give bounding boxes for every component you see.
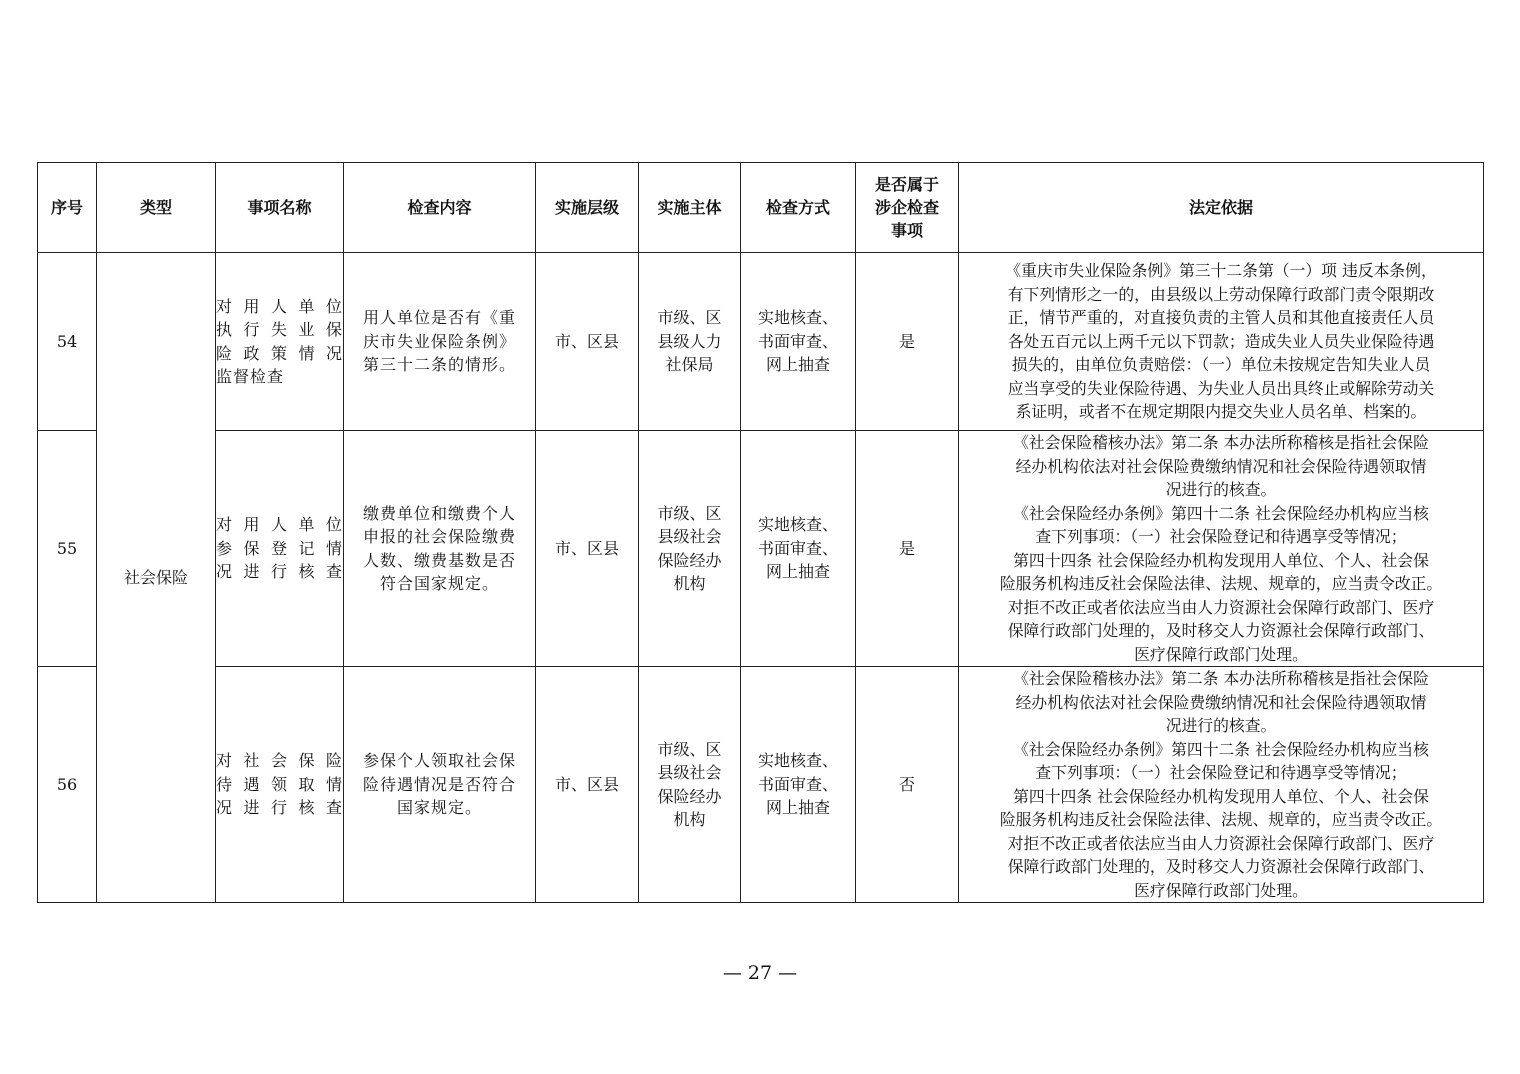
item-name-line: 监督检查 [216,367,285,386]
item-name-cell [216,253,344,431]
basis-line: 医疗保障行政部门处理。 [1134,644,1308,664]
basis-line: 查下列事项：（一）社会保险登记和待遇享受等情况； [1035,527,1407,546]
header-enterprise-line: 涉企检查 [874,198,939,217]
basis-line: 《社会保险稽核办法》第二条 本办法所称稽核是指社会保险 [1013,669,1429,688]
basis-line: 《社会保险经办条例》第四十二条 社会保险经办机构应当核 [1013,503,1429,523]
method-line: 书面审查、 [757,331,838,351]
method-line: 网上抽查 [765,798,830,818]
header-subject: 实施主体 [639,163,741,253]
basis-line: 况进行的核查。 [1165,480,1277,499]
basis-line: 医疗保障行政部门处理。 [1134,880,1308,900]
page-number: — 27 — [722,962,798,984]
item-name-line: 对用人单位 [216,296,343,316]
method-line: 实地核查、 [757,515,838,535]
header-type: 类型 [97,163,216,253]
subject-line: 市级、区 [657,308,722,328]
subject-cell [639,667,741,903]
method-line: 网上抽查 [765,355,830,375]
method-line: 网上抽查 [765,562,830,582]
table-row [38,253,1484,431]
method-cell [741,253,856,431]
item-name-line: 待遇领取情 [216,774,343,794]
content-line: 参保个人领取社会保 [362,751,516,771]
level-cell: 市、区县 [536,667,639,903]
header-enterprise-line: 是否属于 [874,175,939,194]
row-number: 54 [38,253,97,431]
content-line: 申报的社会保险缴费 [362,527,516,546]
basis-line: 损失的，由单位负责赔偿：（一）单位未按规定告知失业人员 [1011,355,1431,375]
basis-line: 应当享受的失业保险待遇、为失业人员出具终止或解除劳动关 [1007,378,1435,398]
content-line: 第三十二条的情形。 [362,355,516,375]
content-cell [344,431,536,667]
basis-line: 查下列事项：（一）社会保险登记和待遇享受等情况； [1035,763,1407,782]
basis-line: 系证明，或者不在规定期限内提交失业人员名单、档案的。 [1015,402,1427,422]
subject-cell [639,431,741,667]
subject-line: 保险经办 [657,550,722,570]
method-cell [741,667,856,903]
basis-cell [959,253,1484,431]
header-item-name: 事项名称 [216,163,344,253]
header-enterprise [856,163,959,253]
subject-line: 机构 [673,810,706,829]
item-name-cell [216,667,344,903]
header-basis: 法定依据 [959,163,1484,253]
enterprise-cell: 是 [856,253,959,431]
level-cell: 市、区县 [536,431,639,667]
content-line: 庆市失业保险条例》 [362,331,516,351]
level-cell: 市、区县 [536,253,639,431]
basis-line: 险服务机构违反社会保险法律、法规、规章的，应当责令改正。 [999,574,1443,593]
subject-line: 机构 [673,574,706,593]
item-name-line: 况进行核查 [216,798,343,818]
content-line: 国家规定。 [396,798,482,818]
item-name-line: 险政策情况 [216,343,343,363]
method-line: 书面审查、 [757,774,838,794]
content-cell [344,667,536,903]
header-level: 实施层级 [536,163,639,253]
table-row [38,431,1484,667]
subject-line: 县级人力 [657,331,722,351]
basis-line: 第四十四条 社会保险经办机构发现用人单位、个人、社会保 [1013,786,1429,806]
subject-line: 市级、区 [657,739,722,759]
method-cell [741,431,856,667]
content-line: 用人单位是否有《重 [362,308,516,328]
type-cell: 社会保险 [97,253,216,903]
basis-line: 保障行政部门处理的，及时移交人力资源社会保障行政部门、 [1007,621,1435,640]
basis-line: 第四十四条 社会保险经办机构发现用人单位、个人、社会保 [1013,550,1429,570]
content-line: 缴费单位和缴费个人 [362,503,516,523]
method-line: 实地核查、 [757,308,838,328]
basis-line: 经办机构依法对社会保险费缴纳情况和社会保险待遇领取情 [1015,692,1427,712]
enterprise-cell: 否 [856,667,959,903]
header-method: 检查方式 [741,163,856,253]
basis-line: 正，情节严重的，对直接负责的主管人员和其他直接责任人员 [1007,308,1435,328]
content-line: 符合国家规定。 [379,574,499,593]
subject-cell [639,253,741,431]
header-row [38,163,1484,253]
method-line: 书面审查、 [757,538,838,558]
basis-cell [959,431,1484,667]
row-number: 56 [38,667,97,903]
table-row [38,667,1484,903]
item-name-line: 况进行核查 [216,562,343,582]
enterprise-cell: 是 [856,431,959,667]
basis-line: 有下列情形之一的，由县级以上劳动保障行政部门责令限期改 [1007,284,1435,304]
basis-line: 经办机构依法对社会保险费缴纳情况和社会保险待遇领取情 [1015,456,1427,476]
content-cell [344,253,536,431]
basis-line: 况进行的核查。 [1165,716,1277,735]
item-name-line: 参保登记情 [216,538,343,558]
subject-line: 县级社会 [657,763,722,782]
basis-line: 保障行政部门处理的，及时移交人力资源社会保障行政部门、 [1007,857,1435,876]
item-name-line: 执行失业保 [216,320,343,339]
basis-line: 各处五百元以上两千元以下罚款；造成失业人员失业保险待遇 [1007,331,1435,351]
header-no: 序号 [38,163,97,253]
item-name-line: 对用人单位 [216,515,343,535]
method-line: 实地核查、 [757,751,838,771]
item-name-line: 对社会保险 [216,751,343,771]
basis-line: 对拒不改正或者依法应当由人力资源社会保障行政部门、医疗 [1007,833,1435,853]
basis-line: 《社会保险稽核办法》第二条 本办法所称稽核是指社会保险 [1013,433,1429,452]
basis-line: 险服务机构违反社会保险法律、法规、规章的，应当责令改正。 [999,810,1443,829]
subject-line: 保险经办 [657,786,722,806]
inspection-table [37,162,1484,903]
item-name-cell [216,431,344,667]
subject-line: 市级、区 [657,503,722,523]
subject-line: 县级社会 [657,527,722,546]
basis-line: 对拒不改正或者依法应当由人力资源社会保障行政部门、医疗 [1007,597,1435,617]
content-line: 险待遇情况是否符合 [362,774,516,794]
header-content: 检查内容 [344,163,536,253]
basis-cell [959,667,1484,903]
header-enterprise-line: 事项 [890,221,923,240]
row-number: 55 [38,431,97,667]
basis-line: 《社会保险经办条例》第四十二条 社会保险经办机构应当核 [1013,739,1429,759]
content-line: 人数、缴费基数是否 [362,550,516,570]
basis-line: 《重庆市失业保险条例》第三十二条第（一）项 违反本条例， [1005,261,1437,281]
subject-line: 社保局 [665,355,714,375]
